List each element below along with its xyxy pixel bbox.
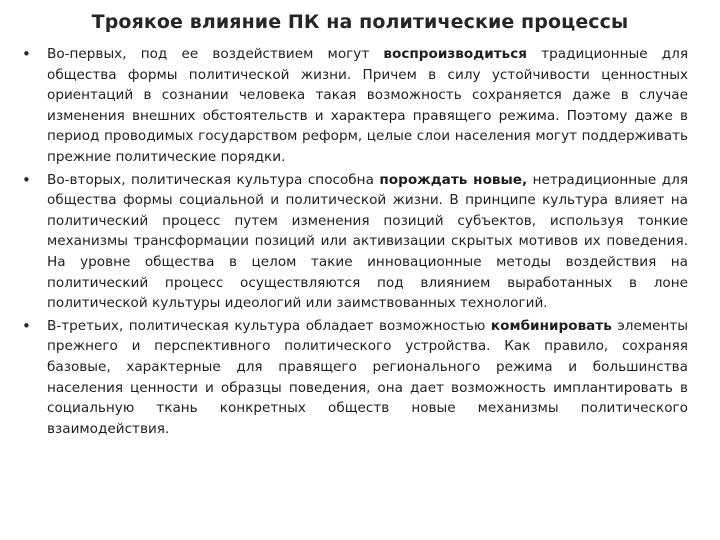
bullet-text-post: элементы прежнего и перспективного политического устройства. Как правило, сохраняя базовые, характерные для правящего регионального режима и большинства населения ценности и образцы поведения, она дает возможность имплантировать в социальную ткань конкретных обществ новые механизмы политического взаимодействия. [47,317,688,437]
bullet-text-post: нетрадиционные для общества формы социальной и политической жизни. В принципе культура влияет на политический процесс путем изменения позиций субъектов, используя тонкие механизмы трансформации позиций или активизации скрытых мотивов их поведения. На уровне общества в целом такие инновационные методы воздействия на политический процесс осуществляются под влиянием выработанных в лоне политической культуры идеологий или заимствованных технологий. [47,171,688,312]
bullet-emphasis: комбинировать [490,317,612,334]
bullet-emphasis: воспроизводиться [383,46,527,62]
bullet-text-pre: , политическая культура обладает возможностью [118,317,491,334]
bullet-list [20,44,688,441]
bullet-text-pre: политическая культура способна [125,171,380,188]
bullet-text-post: традиционные для общества формы политической жизни. Причем в силу устойчивости ценностных ориентаций в сознании человека такая возможность сохраняется даже в случае изменения внешних обстоятельств и характера правящего режима. Поэтому даже в период проводимых государством реформ, целые слои населения могут поддерживать прежние политические порядки. [47,46,688,165]
bullet-item-first [20,44,688,168]
bullet-item-second [20,170,688,314]
bullet-emphasis: порождать новые, [379,171,528,188]
bullet-lead: Во-вторых, [47,171,126,188]
bullet-lead: В-третьих [47,317,119,334]
bullet-text-pre: , под ее воздействием могут [122,46,384,62]
bullet-lead: Во-первых [47,46,123,62]
bullet-item-third [20,316,688,440]
slide-title: Троякое влияние ПК на политические процессы [91,11,629,33]
